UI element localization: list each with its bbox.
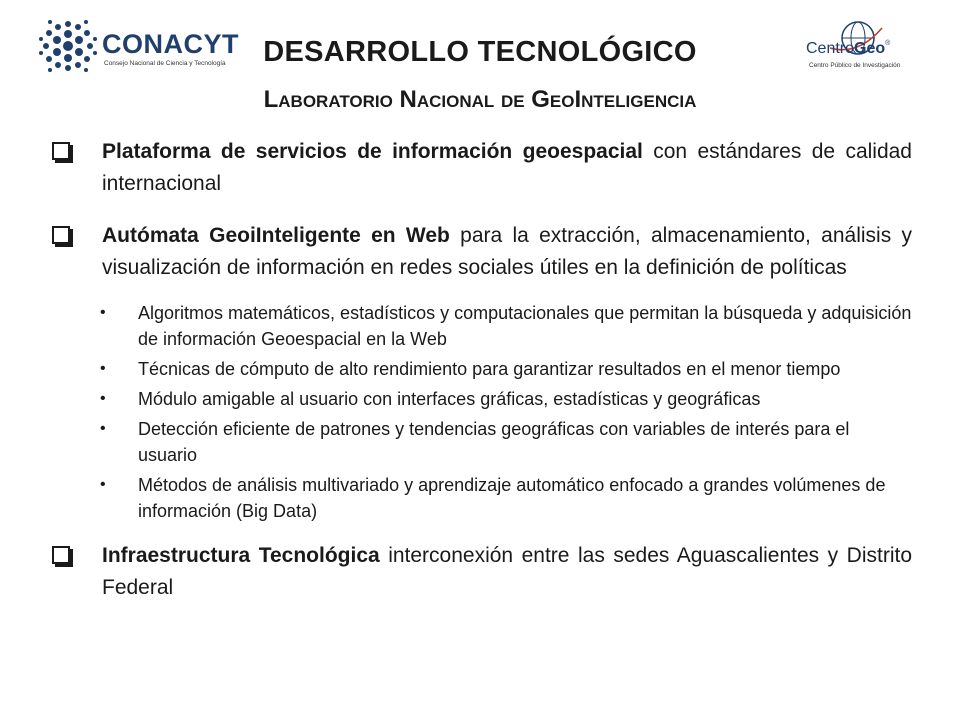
bullet-icon: • bbox=[100, 390, 106, 407]
centrogeo-name: CentroGeo® bbox=[806, 40, 891, 57]
checkbox-bullet-icon bbox=[52, 546, 70, 564]
centrogeo-tagline: Centro Público de Investigación bbox=[809, 62, 901, 69]
conacyt-tagline: Consejo Nacional de Ciencia y Tecnología bbox=[104, 60, 226, 67]
bullet-icon: • bbox=[100, 360, 106, 377]
sub-bullet-item: • Algoritmos matemáticos, estadísticos y computacionales que permitan la búsqueda y adquisición de información Geoespacial en la Web bbox=[100, 300, 912, 352]
list-item bbox=[52, 540, 912, 604]
conacyt-name: CONACYT bbox=[102, 29, 239, 59]
sub-bullet-item: • Métodos de análisis multivariado y aprendizaje automático enfocado a grandes volúmenes de información (Big Data) bbox=[100, 472, 912, 524]
item-text: Autómata GeoiInteligente en Web para la extracción, almacenamiento, análisis y visualización de información en redes sociales útiles en la definición de políticas bbox=[102, 224, 912, 279]
content-list bbox=[52, 136, 912, 624]
item-text: Infraestructura Tecnológica interconexión entre las sedes Aguascalientes y Distrito Federal bbox=[102, 544, 912, 599]
sub-bullet-item: • Módulo amigable al usuario con interfaces gráficas, estadísticas y geográficas bbox=[100, 386, 912, 412]
bullet-icon: • bbox=[100, 420, 106, 437]
checkbox-bullet-icon bbox=[52, 226, 70, 244]
list-item bbox=[52, 220, 912, 284]
page-title: DESARROLLO TECNOLÓGICO bbox=[263, 36, 697, 68]
page-subtitle: Laboratorio Nacional de GeoInteligencia bbox=[263, 86, 697, 113]
bullet-icon: • bbox=[100, 476, 106, 493]
checkbox-bullet-icon bbox=[52, 142, 70, 160]
list-item bbox=[52, 136, 912, 200]
bullet-icon: • bbox=[100, 304, 106, 321]
sub-bullet-list bbox=[52, 300, 912, 524]
item-text: Plataforma de servicios de información geoespacial con estándares de calidad internacional bbox=[102, 140, 912, 195]
sub-bullet-item: • Técnicas de cómputo de alto rendimiento para garantizar resultados en el menor tiempo bbox=[100, 356, 912, 382]
sub-bullet-item: • Detección eficiente de patrones y tendencias geográficas con variables de interés para el usuario bbox=[100, 416, 912, 468]
